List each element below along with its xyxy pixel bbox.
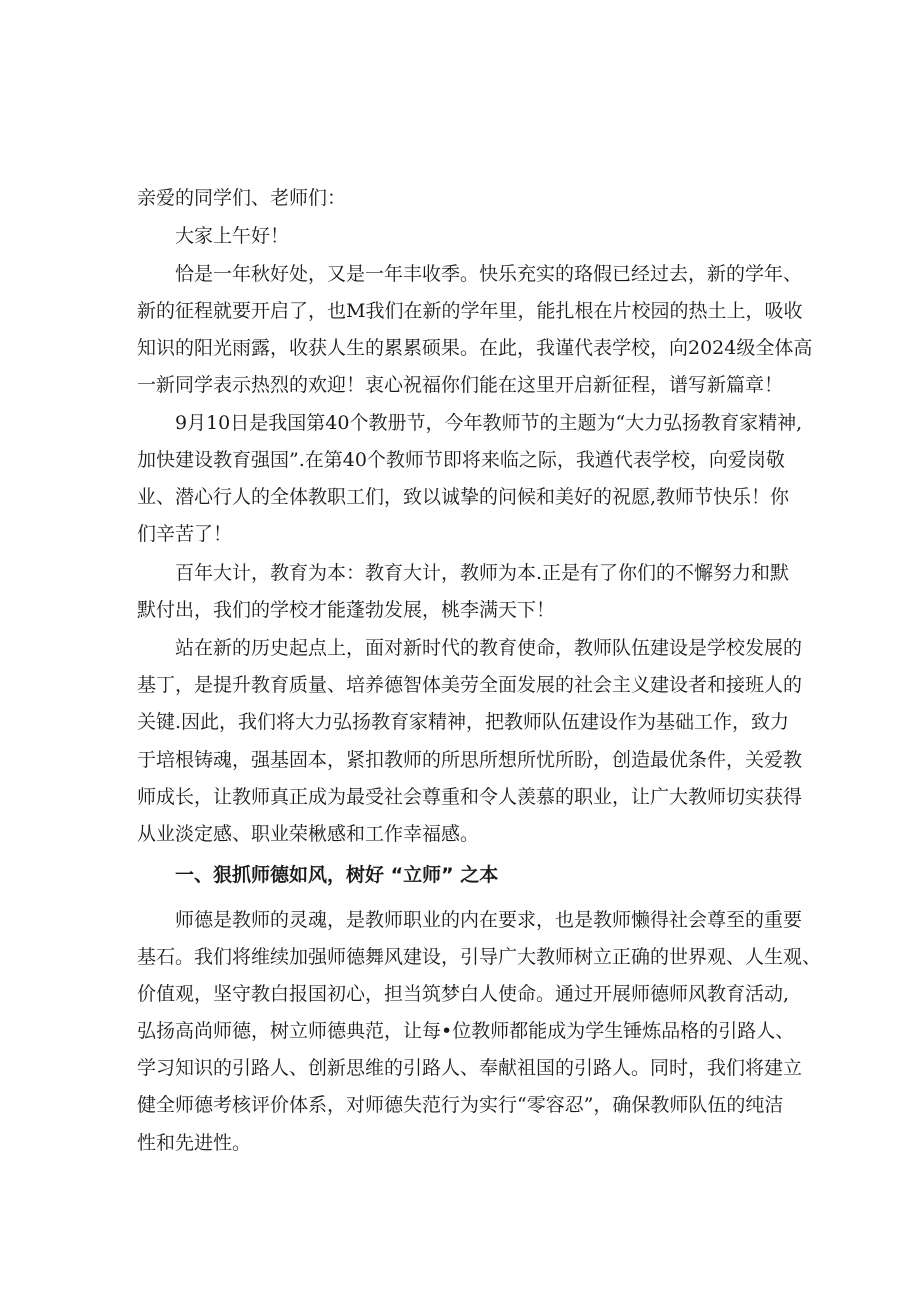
paragraph-line: 加快建设教育强国”.在第40个教师节即将来临之际，我遒代表学校，向爱岗敬 [137, 449, 785, 471]
paragraph-line: 从业淡定感、职业荣楸感和工作幸福感。 [137, 823, 480, 845]
paragraph-line: 默付出，我们的学校才能蓬勃发展，桃李满天下！ [137, 599, 556, 621]
paragraph-line: 基石。我们将维续加强师德舞风建设，引导广大教师树立正确的世界观、人生观、 [137, 946, 822, 968]
paragraph-line: 弘扬高尚师德，树立师德典范，让每•位教师都能成为学生锤炼品格的引路人、 [137, 1020, 795, 1042]
salutation: 亲爱的同学们、老师们： [137, 187, 347, 209]
paragraph-line: 一新同学表示热烈的欢迎！衷心祝福你们能在这里开启新征程，谱写新篇章！ [137, 374, 784, 396]
paragraph-line: 恰是一年秋好处，又是一年丰收季。快乐充实的珞假已经过去，新的学年、 [175, 263, 803, 285]
paragraph-line: 师成长，让教师真正成为最受社会尊重和令人羡慕的职业，让广大教师切实获得 [137, 786, 803, 808]
paragraph-line: 学习知识的引路人、创新思维的引路人、奉献祖国的引路人。同时，我们将建立 [137, 1057, 803, 1079]
paragraph-line: 性和先进性。 [137, 1132, 252, 1154]
section-heading: 一、狠抓师德如风，树好 “立师” 之本 [175, 864, 499, 886]
paragraph-line: 关键.因此，我们将大力弘扬教育家精神，把教师队伍建设作为基础工作，致力 [137, 711, 790, 733]
paragraph-line: 健全师德考核评价体系，对师德失范行为实行“零容忍”，确保教师队伍的纯洁 [137, 1094, 784, 1116]
paragraph-line: 百年大计，教育为本：教育大计，教师为本.正是有了你们的不懈努力和默 [175, 562, 790, 584]
paragraph-line: 于培根铸魂，强基固本，紧扣教师的所思所想所忧所盼，创造最优条件，关爱教 [137, 749, 803, 771]
paragraph-line: 价值观，坚守教白报国初心，担当筑梦白人使命。通过开展师德师风教育活动, [137, 983, 790, 1005]
paragraph-line: 基丁，是提升教育质量、培养德智体美劳全面发展的社会主义建设者和接班人的 [137, 674, 803, 696]
paragraph-line: 们辛苦了！ [137, 523, 233, 545]
paragraph-line: 知识的阳光雨露，收获人生的累累硕果。在此，我谨代表学校，向2024级全体高 [137, 337, 813, 359]
paragraph-line: 师德是教师的灵魂，是教师职业的内在要求，也是教师懒得社会尊至的重要 [175, 909, 803, 931]
paragraph-line: 9月10日是我国第40个教册节，今年教师节的主题为“大力弘扬教育家精神, [175, 412, 803, 434]
paragraph-line: 业、潜心行人的全体教职工们，致以诚挚的问候和美好的祝愿,教师节快乐！你 [137, 486, 790, 508]
greeting: 大家上午好！ [175, 225, 290, 247]
paragraph-line: 站在新的历史起点上，面对新时代的教育使命，教师队伍建设是学校发展的 [175, 637, 803, 659]
paragraph-line: 新的征程就要开启了，也M我们在新的学年里，能扎根在片校园的热土上，吸收 [137, 300, 803, 322]
